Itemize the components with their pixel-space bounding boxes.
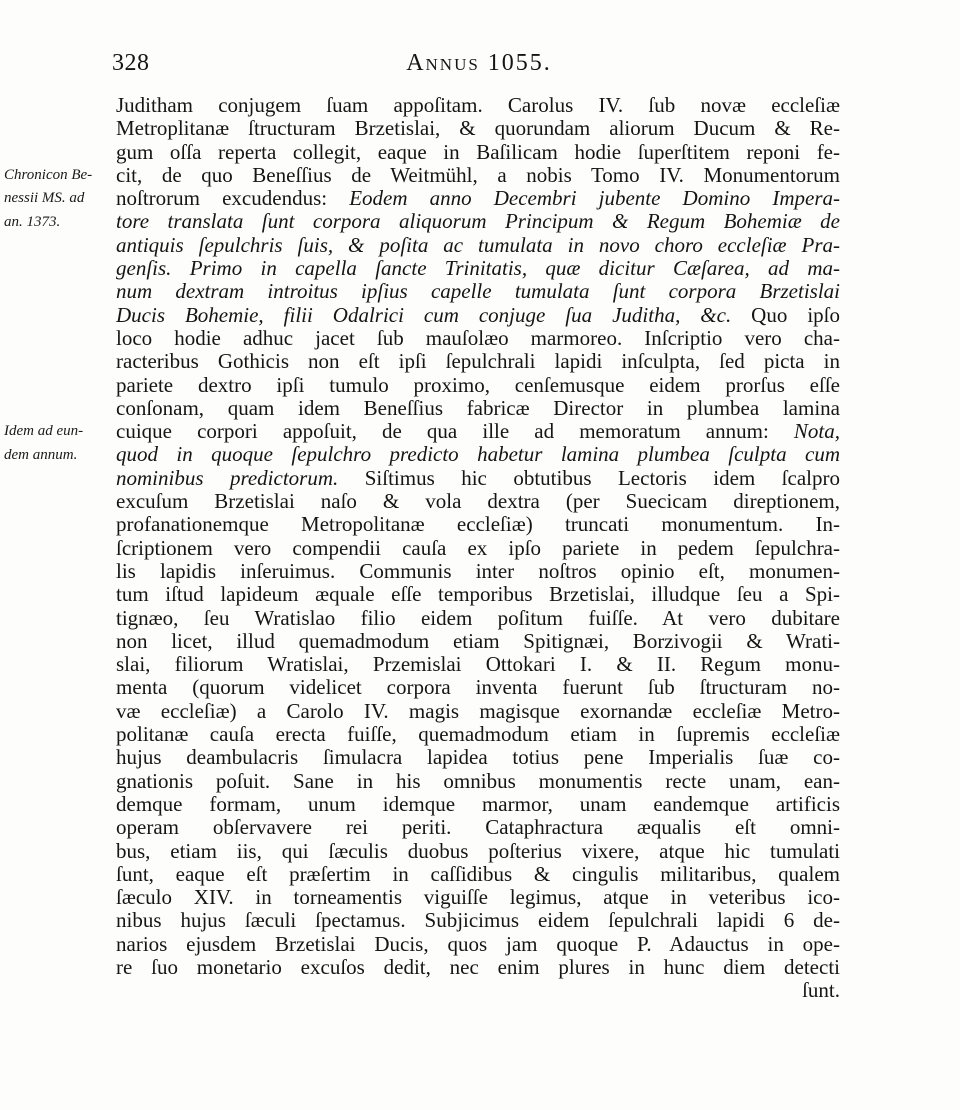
text-run: cit, de quo Beneſſius de Weitmühl, a nobis Tomo IV. Monumentorum bbox=[116, 162, 840, 187]
text-line bbox=[116, 443, 840, 466]
text-line bbox=[116, 304, 840, 327]
text-line bbox=[116, 420, 840, 443]
italic-text-run: antiquis ſepulchris ſuis, & poſita ac tumulata in novo choro eccleſiæ Pra- bbox=[116, 232, 840, 257]
text-run: ſunt. bbox=[802, 978, 840, 1003]
text-line bbox=[116, 513, 840, 536]
margin-note: Chronicon Be- bbox=[4, 166, 93, 183]
text-run: ſcriptionem vero compendii cauſa ex ipſo pariete in pedem ſepulchra- bbox=[116, 535, 840, 560]
text-line bbox=[116, 350, 840, 373]
text-line bbox=[116, 467, 840, 490]
text-run: Metroplitanæ ſtructuram Brzetislai, & quorundam aliorum Ducum & Re- bbox=[116, 116, 840, 141]
text-line bbox=[116, 490, 840, 513]
text-line bbox=[116, 770, 840, 793]
text-run: væ eccleſiæ) a Carolo IV. magis magisque exornandæ eccleſiæ Metro- bbox=[116, 698, 840, 723]
text-run: Siſtimus hic obtutibus Lectoris idem ſcalpro bbox=[338, 465, 840, 490]
italic-text-run: num dextram introitus ipſius capelle tumulata ſunt corpora Brzetislai bbox=[116, 279, 840, 304]
text-run: operam obſervavere rei periti. Cataphractura æqualis eſt omni- bbox=[116, 815, 840, 840]
text-line bbox=[116, 979, 840, 1002]
text-line bbox=[116, 537, 840, 560]
text-run: politanæ cauſa erecta fuiſſe, quemadmodum etiam in ſupremis eccleſiæ bbox=[116, 722, 840, 747]
text-line bbox=[116, 676, 840, 699]
text-run: racteribus Gothicis non eſt ipſi ſepulchrali lapidi inſculpta, ſed picta in bbox=[116, 349, 840, 374]
text-run: demque formam, unum idemque marmor, unam eandemque artificis bbox=[116, 791, 840, 816]
text-line bbox=[116, 117, 840, 140]
text-run: cuique corpori appoſuit, de qua ille ad memoratum annum: bbox=[116, 419, 794, 444]
text-line bbox=[116, 840, 840, 863]
text-run: slai, filiorum Wratislai, Przemislai Ottokari I. & II. Regum monu- bbox=[116, 652, 840, 677]
text-run: pariete dextro ipſi tumulo proximo, cenſemusque eidem prorſus eſſe bbox=[116, 372, 840, 397]
italic-text-run: nominibus predictorum. bbox=[116, 465, 339, 490]
page-number: 328 bbox=[112, 50, 150, 76]
text-run: re ſuo monetario excuſos dedit, nec enim plures in hunc diem detecti bbox=[116, 954, 840, 979]
text-run: bus, etiam iis, qui ſæculis duobus poſterius vixere, atque hic tumulati bbox=[116, 838, 840, 863]
text-line bbox=[116, 234, 840, 257]
text-line bbox=[116, 746, 840, 769]
text-line bbox=[116, 700, 840, 723]
text-line bbox=[116, 886, 840, 909]
text-line bbox=[116, 187, 840, 210]
text-run: nibus hujus ſæculi ſpectamus. Subjicimus eidem ſepulchrali lapidi 6 de- bbox=[116, 908, 840, 933]
text-run: tum iſtud lapideum æquale eſſe temporibus Brzetislai, illudque ſeu a Spi- bbox=[116, 582, 840, 607]
running-head bbox=[112, 50, 846, 77]
italic-text-run: quod in quoque ſepulchro predicto habetur lamina plumbea ſculpta cum bbox=[116, 442, 840, 467]
italic-text-run: Ducis Bohemie, filii Odalrici cum conjuge ſua Juditha, &c. bbox=[116, 302, 732, 327]
text-line bbox=[116, 607, 840, 630]
text-run: menta (quorum videlicet corpora inventa fuerunt ſub ſtructuram no- bbox=[116, 675, 840, 700]
page-header bbox=[112, 50, 846, 80]
margin-note: an. 1373. bbox=[4, 213, 61, 230]
text-line bbox=[116, 141, 840, 164]
text-run: narios ejusdem Brzetislai Ducis, quos jam quoque P. Adauctus in ope- bbox=[116, 931, 840, 956]
text-line bbox=[116, 933, 840, 956]
margin-note: Idem ad eun- bbox=[4, 423, 84, 440]
italic-text-run: Eodem anno Decembri jubente Domino Impera- bbox=[349, 186, 840, 211]
text-line bbox=[116, 164, 840, 187]
text-line bbox=[116, 560, 840, 583]
margin-note: dem annum. bbox=[4, 446, 78, 463]
text-run: gum oſſa reperta collegit, eaque in Baſilicam hodie ſuperſtitem reponi fe- bbox=[116, 139, 840, 164]
text-line bbox=[116, 909, 840, 932]
italic-text-run: Nota, bbox=[793, 419, 840, 444]
text-line bbox=[116, 257, 840, 280]
text-line bbox=[116, 653, 840, 676]
italic-text-run: genſis. Primo in capella ſancte Trinitatis, quæ dicitur Cæſarea, ad ma- bbox=[116, 256, 840, 281]
text-run: ſæculo XIV. in torneamentis viguiſſe legimus, atque in veteribus ico- bbox=[116, 885, 840, 910]
text-run: loco hodie adhuc jacet ſub mauſolæo marmoreo. Inſcriptio vero cha- bbox=[116, 325, 840, 350]
text-line bbox=[116, 374, 840, 397]
text-run: noſtrorum excudendus: bbox=[116, 186, 350, 211]
text-line bbox=[116, 956, 840, 979]
text-line bbox=[116, 723, 840, 746]
text-line bbox=[116, 863, 840, 886]
text-line bbox=[116, 280, 840, 303]
text-run: tignæo, ſeu Wratislao filio eidem poſitum fuiſſe. At vero dubitare bbox=[116, 605, 840, 630]
text-line bbox=[116, 94, 840, 117]
body-text bbox=[116, 94, 840, 1003]
text-run: profanationemque Metropolitanæ eccleſiæ) truncati monumentum. In- bbox=[116, 512, 840, 537]
text-run: excuſum Brzetislai naſo & vola dextra (per Suecicam direptionem, bbox=[116, 489, 840, 514]
text-line bbox=[116, 583, 840, 606]
text-run: gnationis poſuit. Sane in his omnibus monumentis recte unam, ean- bbox=[116, 768, 840, 793]
text-run: Quo ipſo bbox=[731, 302, 840, 327]
margin-note: nessii MS. ad bbox=[4, 190, 85, 207]
text-run: hujus deambulacris ſimulacra lapidea totius pene Imperialis ſuæ co- bbox=[116, 745, 840, 770]
text-line bbox=[116, 327, 840, 350]
text-line bbox=[116, 630, 840, 653]
text-line bbox=[116, 210, 840, 233]
text-run: non licet, illud quemadmodum etiam Spitignæi, Borzivogii & Wrati- bbox=[116, 628, 840, 653]
text-run: lis lapidis inſeruimus. Communis inter noſtros opinio eſt, monumen- bbox=[116, 558, 840, 583]
text-run: ſunt, eaque eſt præſertim in caſſidibus & cingulis militaribus, qualem bbox=[116, 861, 840, 886]
italic-text-run: tore translata ſunt corpora aliquorum Principum & Regum Bohemiæ de bbox=[116, 209, 840, 234]
text-run: Juditham conjugem ſuam appoſitam. Carolus IV. ſub novæ eccleſiæ bbox=[116, 93, 840, 117]
text-line bbox=[116, 793, 840, 816]
text-run: conſonam, quam idem Beneſſius fabricæ Director in plumbea lamina bbox=[116, 395, 840, 420]
text-line bbox=[116, 816, 840, 839]
running-head-text: Annus 1055. bbox=[406, 50, 552, 76]
text-line bbox=[116, 397, 840, 420]
